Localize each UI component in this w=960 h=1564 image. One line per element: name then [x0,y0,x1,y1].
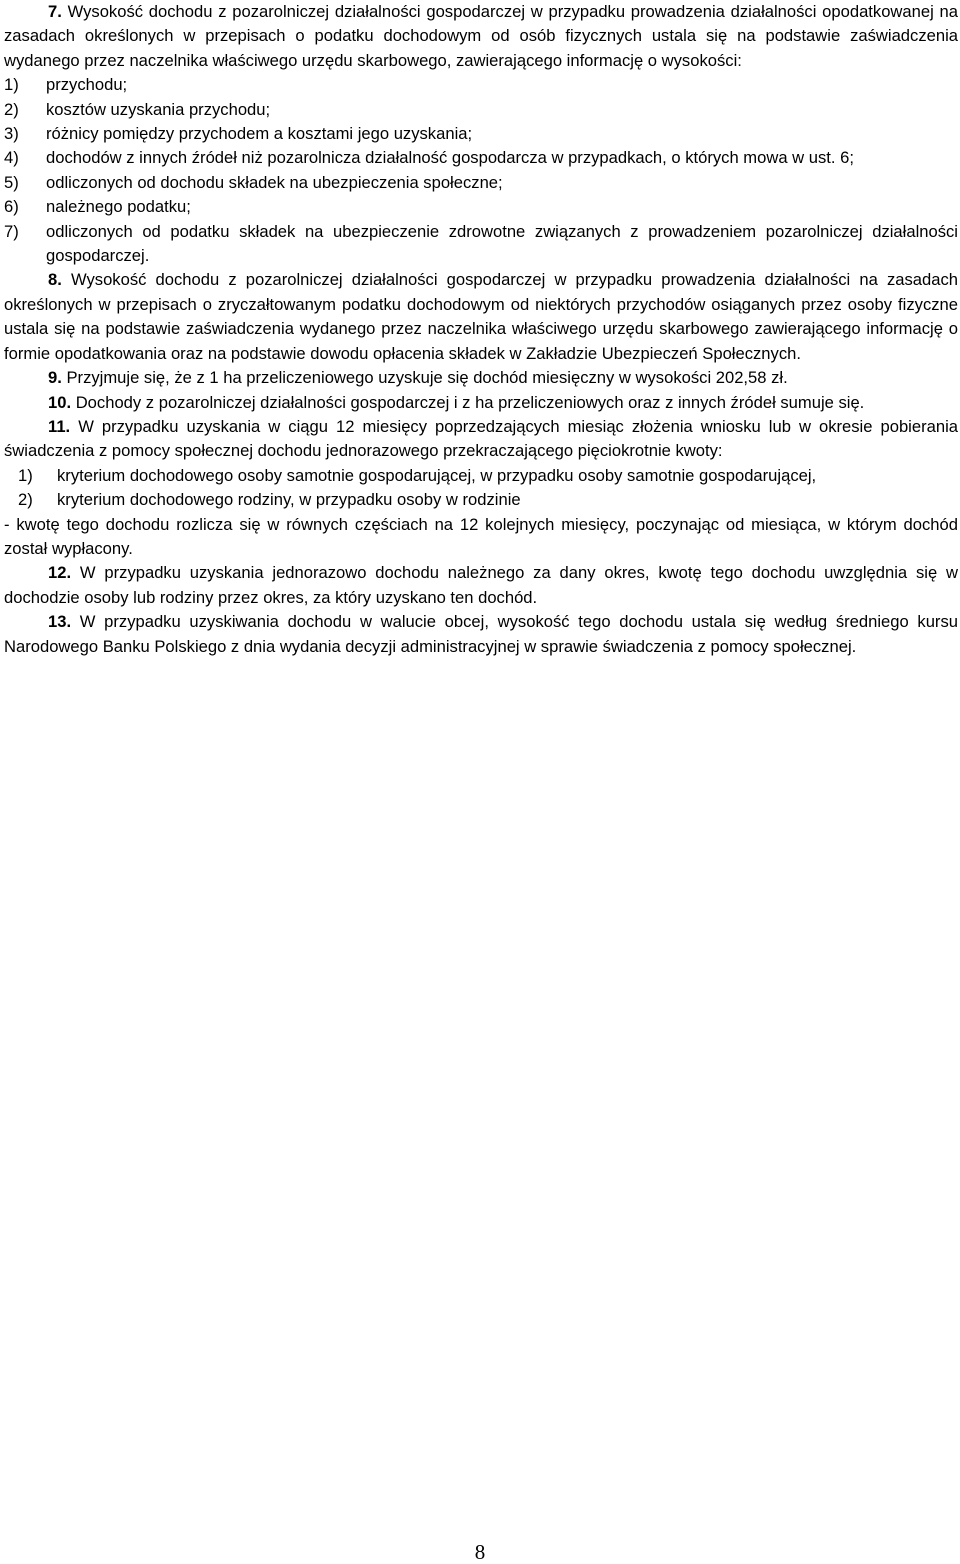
paragraph-7 [4,0,958,73]
paragraph-11 [4,415,958,464]
list-paragraph-11 [4,464,958,513]
list-item: 2) kosztów uzyskania przychodu; [4,99,271,119]
paragraph-number: 9. [48,368,62,388]
paragraph-text: W przypadku uzyskiwania dochodu w walucie obcej, wysokość tego dochodu ustala się według średniego kursu Narodowego Banku Polskiego z dnia wydania decyzji administracyjnej w sprawie świadczenia z pomocy społecznej. [4,612,958,656]
paragraph-text: Dochody z pozarolniczej działalności gospodarczej i z ha przeliczeniowych oraz z innych źródeł sumuje się. [75,392,865,412]
paragraph-13 [4,610,958,659]
paragraph-8 [4,268,958,366]
paragraph-text: Przyjmuje się, że z 1 ha przeliczeniowego uzyskuje się dochód miesięczny w wysokości 202,58 zł. [66,368,788,388]
paragraph-11-tail: - kwotę tego dochodu rozlicza się w równych częściach na 12 kolejnych miesięcy, poczynając od miesiąca, w którym dochód został wypłacony. [4,514,958,558]
list-item: 1) przychodu; [4,75,128,95]
paragraph-text: W przypadku uzyskania w ciągu 12 miesięcy poprzedzających miesiąc złożenia wniosku lub w okresie pobierania świadczenia z pomocy społecznej dochodu jednorazowego przekraczającego pięciokrotnie kwoty: [4,416,958,461]
paragraph-number: 11. [48,416,71,436]
paragraph-text: Wysokość dochodu z pozarolniczej działalności gospodarczej w przypadku prowadzenia działalności na zasadach określonych w przepisach o zryczałtowanym podatku dochodowym od niektórych przychodów osiąganych przez osoby fizyczne ustala się na podstawie zaświadczenia wydanego przez naczelnika właściwego urzędu skarbowego zawierającego informację o formie opodatkowania oraz na podstawie dowodu opłacenia składek w Zakładzie Ubezpieczeń Społecznych. [4,270,958,363]
list-item: 2) kryterium dochodowego rodziny, w przypadku osoby w rodzinie [18,490,521,510]
paragraph-number: 7. [48,2,62,21]
paragraph-number: 13. [48,612,72,632]
paragraph-9 [4,366,958,390]
paragraph-text: W przypadku uzyskania jednorazowo dochodu należnego za dany okres, kwotę tego dochodu uwzględnia się w dochodzie osoby lub rodziny przez okres, za który uzyskano ten dochód. [4,563,958,607]
paragraph-number: 10. [48,392,72,412]
paragraph-10 [4,391,958,415]
list-item: 6) należnego podatku; [4,197,191,217]
list-item: 4) dochodów z innych źródeł niż pozarolnicza działalność gospodarcza w przypadkach, o których mowa w ust. 6; [4,148,854,168]
paragraph-text: Wysokość dochodu z pozarolniczej działalności gospodarczej w przypadku prowadzenia działalności opodatkowanej na zasadach określonych w przepisach o podatku dochodowym od osób fizycznych ustala się na podstawie zaświadczenia wydanego przez naczelnika właściwego urzędu skarbowego, zawierającego informację o wysokości: [4,2,958,70]
document-body [4,0,958,659]
paragraph-12 [4,561,958,610]
list-item: 7) odliczonych od podatku składek na ubezpieczenie zdrowotne związanych z prowadzeniem pozarolniczej działalności gospodarczej. [4,221,958,266]
page-number: 8 [474,1540,486,1564]
list-item: 1) kryterium dochodowego osoby samotnie gospodarującej, w przypadku osoby samotnie gospodarującej, [18,465,817,485]
list-item: 3) różnicy pomiędzy przychodem a kosztami jego uzyskania; [4,124,473,144]
paragraph-number: 8. [48,270,62,290]
list-item: 5) odliczonych od dochodu składek na ubezpieczenia społeczne; [4,172,503,192]
paragraph-number: 12. [48,563,72,583]
list-paragraph-7 [4,73,958,268]
